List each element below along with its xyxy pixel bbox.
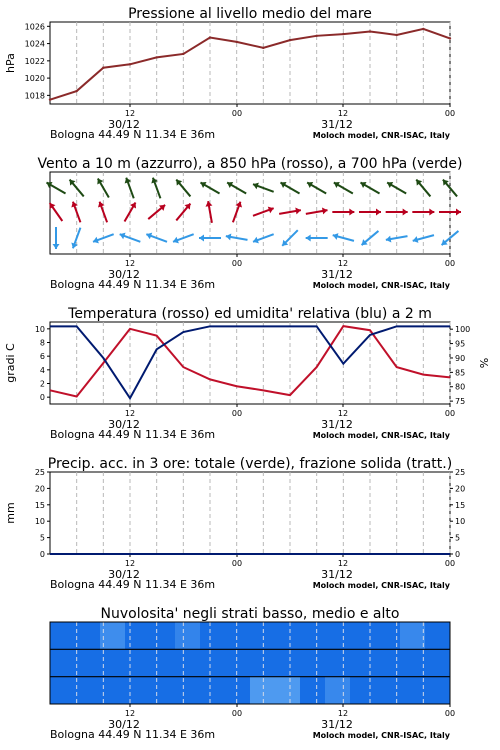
pressure-point [369, 30, 371, 32]
y-tick-label: 6 [39, 352, 45, 362]
pressure-point [182, 53, 184, 55]
wind-arrow [151, 178, 160, 199]
cloud-cell [50, 622, 76, 649]
y-tick-label-right: 90 [455, 353, 466, 363]
chart-title: Temperatura (rosso) ed umidita' relativa (blu) a 2 m [68, 306, 432, 322]
cloud-cell [400, 622, 426, 649]
pressure-point [49, 98, 51, 100]
wind-arrow [146, 233, 167, 242]
y-tick-label-right: 5 [455, 533, 461, 543]
location-label: Bologna 44.49 N 11.34 E 36m [50, 428, 216, 441]
cloud-cell [125, 622, 151, 649]
wind-arrow [50, 203, 63, 221]
cloud-cell [325, 649, 351, 676]
date-label: 31/12 [321, 118, 353, 131]
date-label: 30/12 [108, 418, 140, 431]
cloud-cell [400, 677, 426, 704]
wind-arrow [125, 202, 137, 221]
wind-arrow [200, 182, 219, 194]
location-label: Bologna 44.49 N 11.34 E 36m [50, 278, 216, 291]
cloud-cell [200, 677, 226, 704]
y-tick-label: 1024 [24, 39, 45, 49]
cloud-cell [150, 677, 176, 704]
wind-arrow [125, 178, 134, 199]
y-tick-label-right: 25 [455, 468, 466, 477]
x-tick-label: 00 [231, 409, 243, 418]
cloud-cell [225, 649, 251, 676]
wind-arrow [233, 202, 242, 223]
wind-arrow-head [199, 235, 204, 242]
y-tick-label: 1018 [24, 91, 45, 101]
wind-arrow-head [53, 244, 60, 249]
cloud-cell [200, 649, 226, 676]
x-tick-label: 12 [124, 409, 136, 418]
cloud-cell [50, 677, 76, 704]
chart-title: Nuvolosita' negli strati basso, medio e alto [100, 606, 400, 622]
date-label: 30/12 [108, 718, 140, 731]
cloud-cell [175, 677, 201, 704]
date-label: 30/12 [108, 568, 140, 581]
wind-arrow [53, 227, 60, 249]
cloud-cell [125, 649, 151, 676]
y-tick-label-right: 85 [455, 368, 466, 378]
y-axis-label: mm [4, 502, 17, 524]
y-tick-label: 1022 [24, 56, 45, 66]
cloud-cell [350, 649, 376, 676]
date-label: 30/12 [108, 268, 140, 281]
x-tick-label: 12 [337, 559, 349, 568]
y-tick-label: 15 [34, 500, 45, 510]
model-label: Moloch model, CNR-ISAC, Italy [312, 731, 450, 740]
plot-frame-3 [50, 472, 450, 554]
pressure-point [422, 28, 424, 30]
model-label: Moloch model, CNR-ISAC, Italy [312, 431, 450, 440]
x-tick-label: 00 [231, 559, 243, 568]
y-axis-label: gradi C [4, 343, 17, 383]
wind-arrow [253, 183, 274, 192]
cloud-cell [225, 677, 251, 704]
pressure-point [209, 36, 211, 38]
x-tick-label: 00 [231, 259, 243, 268]
y-tick-label: 1020 [24, 74, 45, 84]
x-tick-label: 00 [444, 109, 456, 118]
pressure-line [50, 29, 450, 100]
wind-arrow-head [376, 209, 381, 216]
wind-arrow-head [429, 209, 434, 216]
y-tick-label-right: 100 [455, 325, 471, 335]
pressure-point [262, 47, 264, 49]
model-label: Moloch model, CNR-ISAC, Italy [312, 581, 450, 590]
location-label: Bologna 44.49 N 11.34 E 36m [50, 728, 216, 741]
chart-title: Precip. acc. in 3 ore: totale (verde), frazione solida (tratt.) [47, 456, 453, 472]
y-tick-label-right: 15 [455, 500, 466, 510]
x-tick-label: 12 [337, 259, 349, 268]
wind-arrow [71, 202, 80, 223]
cloud-cell [425, 649, 451, 676]
y-tick-label-right: 80 [455, 382, 466, 392]
pressure-point [289, 39, 291, 41]
cloud-cell [425, 677, 451, 704]
cloud-cell [200, 622, 226, 649]
y-tick-label: 10 [34, 517, 45, 527]
wind-arrow [98, 202, 107, 223]
x-tick-label: 00 [444, 559, 456, 568]
model-label: Moloch model, CNR-ISAC, Italy [312, 281, 450, 290]
y-tick-label: 25 [34, 468, 45, 477]
y-axis-label-right: % [478, 357, 491, 369]
temperature-line [50, 326, 450, 396]
x-tick-label: 00 [231, 109, 243, 118]
wind-arrow [307, 182, 326, 194]
y-tick-label-right: 10 [455, 517, 466, 527]
date-label: 31/12 [321, 268, 353, 281]
pressure-point [395, 34, 397, 36]
cloud-cell [325, 622, 351, 649]
wind-arrow-head [349, 209, 354, 216]
y-tick-label: 2 [39, 379, 45, 389]
wind-arrow [227, 182, 246, 194]
y-tick-label: 0 [39, 393, 45, 403]
cloud-cell [225, 622, 251, 649]
wind-arrow [120, 233, 141, 242]
pressure-point [315, 35, 317, 37]
cloud-cell [175, 622, 201, 649]
cloud-cell [300, 677, 326, 704]
x-tick-label: 00 [444, 409, 456, 418]
date-label: 31/12 [321, 418, 353, 431]
cloud-cell [250, 677, 276, 704]
wind-arrow-head [456, 209, 461, 216]
y-tick-label: 8 [39, 338, 45, 348]
cloud-cell [125, 677, 151, 704]
x-tick-label: 12 [337, 109, 349, 118]
cloud-cell [250, 622, 276, 649]
x-tick-label: 12 [124, 259, 136, 268]
x-tick-label: 12 [124, 709, 136, 718]
cloud-cell [275, 677, 301, 704]
x-tick-label: 12 [337, 709, 349, 718]
location-label: Bologna 44.49 N 11.34 E 36m [50, 578, 216, 591]
cloud-cell [325, 677, 351, 704]
pressure-point [129, 63, 131, 65]
cloud-cell [300, 622, 326, 649]
wind-arrow [360, 182, 379, 194]
cloud-cell [400, 649, 426, 676]
x-tick-label: 00 [231, 709, 243, 718]
pressure-point [102, 67, 104, 69]
y-tick-label: 4 [39, 365, 45, 375]
cloud-cell [300, 649, 326, 676]
date-label: 31/12 [321, 568, 353, 581]
pressure-point [235, 41, 237, 43]
y-tick-label-right: 95 [455, 339, 466, 349]
x-tick-label: 00 [444, 709, 456, 718]
pressure-point [449, 37, 451, 39]
y-tick-label: 10 [34, 324, 45, 334]
y-tick-label-right: 0 [455, 550, 461, 559]
date-label: 31/12 [321, 718, 353, 731]
wind-arrow-head [306, 235, 311, 242]
pressure-point [155, 56, 157, 58]
cloud-cell [275, 622, 301, 649]
pressure-point [342, 33, 344, 35]
x-tick-label: 12 [124, 109, 136, 118]
x-tick-label: 12 [337, 409, 349, 418]
y-tick-label-right: 20 [455, 484, 466, 494]
y-tick-label: 0 [39, 550, 45, 559]
wind-arrow [71, 228, 80, 249]
model-label: Moloch model, CNR-ISAC, Italy [312, 131, 450, 140]
y-tick-label: 20 [34, 484, 45, 494]
chart-title: Vento a 10 m (azzurro), a 850 hPa (rosso), a 700 hPa (verde) [37, 156, 463, 172]
x-tick-label: 00 [444, 259, 456, 268]
y-tick-label-right: 75 [455, 397, 466, 407]
cloud-cell [175, 649, 201, 676]
y-tick-label: 1026 [24, 22, 45, 32]
wind-arrow [206, 201, 213, 223]
cloud-cell [350, 622, 376, 649]
cloud-cell [75, 649, 101, 676]
cloud-cell [150, 649, 176, 676]
chart-title: Pressione al livello medio del mare [128, 6, 372, 22]
pressure-point [75, 90, 77, 92]
cloud-cell [250, 649, 276, 676]
date-label: 30/12 [108, 118, 140, 131]
cloud-cell [350, 677, 376, 704]
cloud-cell [75, 622, 101, 649]
wind-arrow [387, 182, 406, 194]
plot-frame-2 [50, 322, 450, 404]
wind-arrow [334, 182, 353, 194]
wind-arrow [46, 182, 65, 194]
x-tick-label: 12 [124, 559, 136, 568]
cloud-cell [425, 622, 451, 649]
location-label: Bologna 44.49 N 11.34 E 36m [50, 128, 216, 141]
y-axis-label: hPa [4, 53, 17, 73]
cloud-cell [275, 649, 301, 676]
cloud-cell [75, 677, 101, 704]
cloud-cell [50, 649, 76, 676]
y-tick-label: 5 [39, 533, 45, 543]
wind-arrow-head [403, 209, 408, 216]
wind-arrow [280, 182, 299, 194]
cloud-cell [150, 622, 176, 649]
